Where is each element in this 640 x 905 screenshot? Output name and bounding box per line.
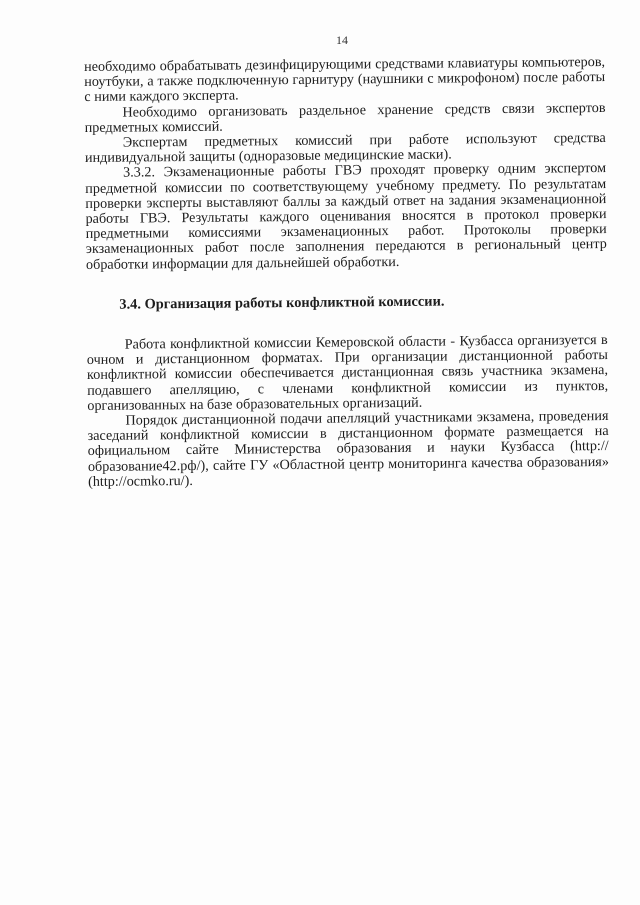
paragraph-disinfection: необходимо обрабатывать дезинфицирующими средствами клавиатуры компьютеров, ноутбуки, а также подключенную гарнитуру (наушники с микрофоном) после работы с ними каждого эксперта. — [83, 53, 606, 106]
paragraph-separate-storage: Необходимо организовать раздельное хранение средств связи экспертов предметных комиссий. — [84, 99, 606, 136]
paragraph-3-3-2: 3.3.2. Экзаменационные работы ГВЭ проходят проверку одним экспертом предметной комиссии по соответствующему учебному предмету. По результатам проверки эксперты выставляют баллы за каждый ответ на задания экзаменационной работы ГВЭ. Результаты каждого оценивания вносятся в протокол проверки предметными комиссиями экзаменационных работ. Протоколы проверки экзаменационных работ после заполнения передаются в региональный центр обработки информации для дальнейшей обработки. — [85, 160, 607, 273]
document-body — [84, 55, 609, 490]
page-number: 14 — [336, 33, 348, 47]
paragraph-protective-equipment: Экспертам предметных комиссий при работе используют средства индивидуальной защиты (одноразовые медицинские маски). — [84, 130, 606, 167]
paragraph-conflict-commission-work: Работа конфликтной комиссии Кемеровской области - Кузбасса организуется в очном и дистанционном форматах. При организации дистанционной работы конфликтной комиссии обеспечивается дистанционная связь участника экзамена, подавшего апелляцию, с членами конфликтной комиссии из пунктов, организованных на базе образовательных организаций. — [86, 332, 609, 414]
section-heading-3-4: 3.4. Организация работы конфликтной комиссии. — [119, 293, 445, 313]
paragraph-appeal-procedure: Порядок дистанционной подачи апелляций участниками экзамена, проведения заседаний конфликтной комиссии в дистанционном формате размещается на официальном сайте Министерства образования и науки Кузбасса (http://образование42.рф/), сайте ГУ «Областной центр мониторинга качества образования» (http://ocmko.ru/). — [87, 408, 609, 490]
